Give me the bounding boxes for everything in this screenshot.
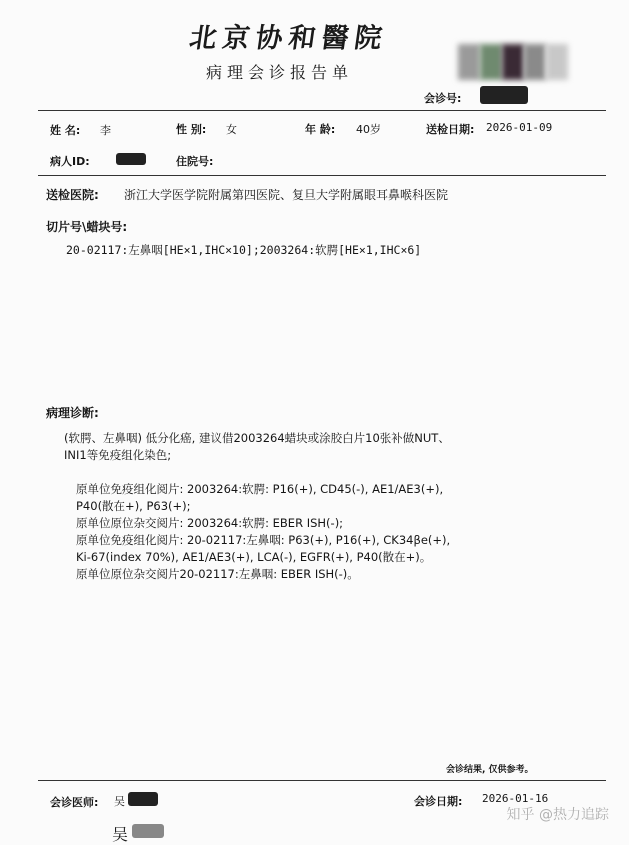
- sex-label: 性 别:: [176, 123, 207, 136]
- diagnosis-line-6: 原单位免疫组化阅片: 20-02117:左鼻咽: P63(+), P16(+), CK34βe(+),: [76, 533, 451, 547]
- slides-value: 20-02117:左鼻咽[HE×1,IHC×10];2003264:软腭[HE×1,IHC×6]: [66, 243, 422, 257]
- report-title: 病理会诊报告单: [206, 63, 354, 82]
- footer-note: 会诊结果, 仅供参考。: [446, 765, 534, 775]
- diagnosis-label: 病理诊断:: [46, 406, 99, 420]
- redacted-patient-id: [116, 153, 146, 165]
- consult-no-label: 会诊号:: [424, 92, 462, 105]
- diagnosis-line-4: P40(散在+), P63(+);: [76, 499, 191, 513]
- slides-label: 切片号\蜡块号:: [46, 220, 128, 234]
- divider-2: [38, 175, 606, 176]
- doctor-signature: 吴: [112, 825, 129, 844]
- redacted-barcode: [458, 44, 568, 80]
- consult-date-label: 会诊日期:: [414, 795, 463, 808]
- submit-date-label: 送检日期:: [426, 123, 475, 136]
- diagnosis-line-1: (软腭、左鼻咽) 低分化癌, 建议借2003264蜡块或涂胶白片10张补做NUT、: [64, 431, 450, 445]
- patient-id-label: 病人ID:: [50, 155, 90, 168]
- consult-date-value: 2026-01-16: [482, 792, 549, 805]
- diagnosis-line-8: 原单位原位杂交阅片20-02117:左鼻咽: EBER ISH(-)。: [76, 567, 359, 581]
- name-label: 姓 名:: [50, 124, 81, 137]
- redacted-signature: [132, 824, 164, 838]
- submit-date-value: 2026-01-09: [486, 121, 553, 134]
- redacted-doctor-name: [128, 792, 158, 806]
- age-label: 年 龄:: [305, 123, 336, 136]
- hospital-label: 送检医院:: [46, 188, 99, 202]
- divider-top: [38, 110, 606, 111]
- divider-footer: [38, 780, 606, 781]
- diagnosis-line-2: INI1等免疫组化染色;: [64, 448, 172, 462]
- diagnosis-line-3: 原单位免疫组化阅片: 2003264:软腭: P16(+), CD45(-), AE1/AE3(+),: [76, 482, 444, 496]
- name-value: 李: [100, 124, 111, 137]
- sex-value: 女: [226, 123, 237, 136]
- hospital-name: 北京协和醫院: [187, 23, 390, 54]
- watermark: 知乎 @热力追踪: [506, 807, 609, 823]
- diagnosis-line-5: 原单位原位杂交阅片: 2003264:软腭: EBER ISH(-);: [76, 516, 344, 530]
- doctor-label: 会诊医师:: [50, 796, 99, 809]
- hospital-value: 浙江大学医学院附属第四医院、复旦大学附属眼耳鼻喉科医院: [124, 188, 449, 202]
- diagnosis-line-7: Ki-67(index 70%), AE1/AE3(+), LCA(-), EGFR(+), P40(散在+)。: [76, 550, 432, 564]
- doctor-value: 吴: [114, 795, 125, 808]
- redacted-consult-no: [480, 86, 528, 104]
- inpatient-no-label: 住院号:: [176, 155, 214, 168]
- age-value: 40岁: [356, 123, 381, 136]
